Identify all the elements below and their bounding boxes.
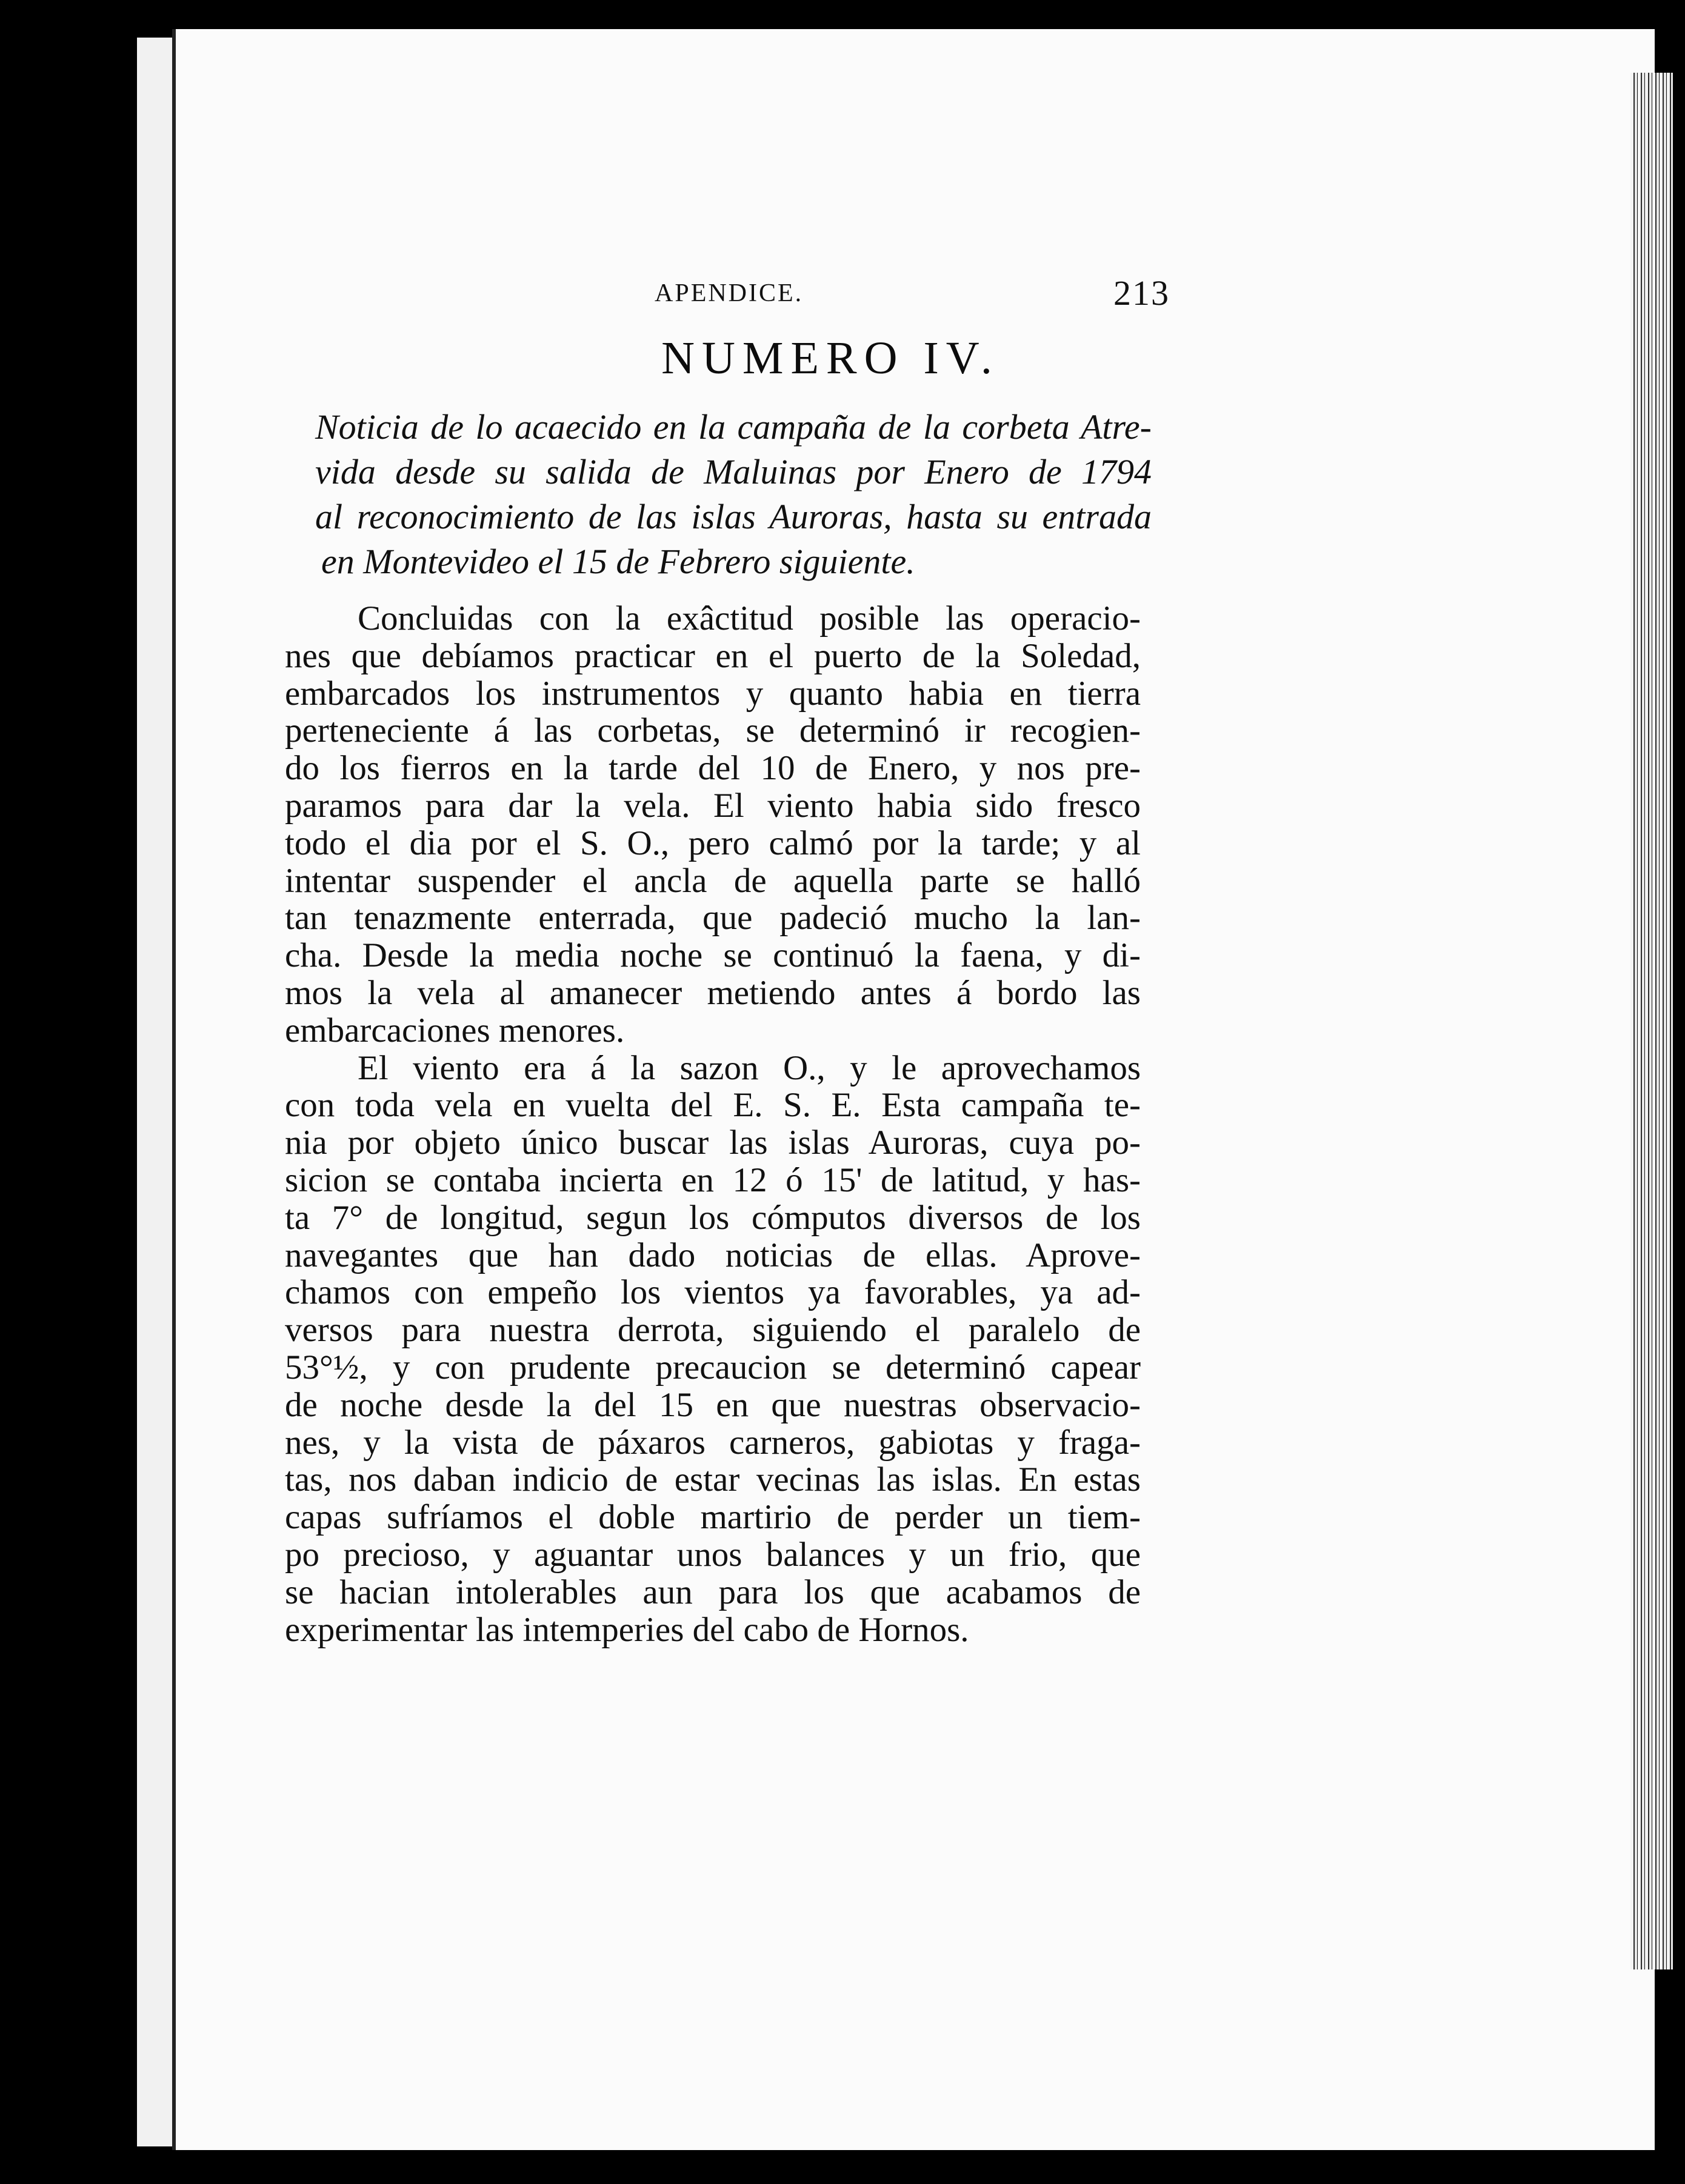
body-line: Concluidas con la exâctitud posible las operacio- <box>358 599 1141 638</box>
section-summary <box>315 405 1152 584</box>
body-line: nes, y la vista de páxaros carneros, gabiotas y fraga- <box>285 1423 1141 1462</box>
summary-line: vida desde su salida de Maluinas por Enero de 1794 <box>315 452 1152 491</box>
body-line: nia por objeto único buscar las islas Auroras, cuya po- <box>285 1124 1141 1162</box>
body-text <box>285 600 1141 1648</box>
body-line: El viento era á la sazon O., y le aprovechamos <box>358 1048 1141 1087</box>
body-line: todo el dia por el S. O., pero calmó por la tarde; y al <box>285 824 1141 862</box>
page-stack-edge <box>1630 73 1673 1969</box>
body-line: versos para nuestra derrota, siguiendo el paralelo de <box>285 1311 1141 1350</box>
body-line: tan tenazmente enterrada, que padeció mucho la lan- <box>285 899 1141 937</box>
body-line: perteneciente á las corbetas, se determinó ir recogien- <box>285 711 1141 750</box>
body-line: navegantes que han dado noticias de ellas. Aprove- <box>285 1236 1141 1274</box>
body-line: de noche desde la del 15 en que nuestras observacio- <box>285 1385 1141 1424</box>
body-line: ta 7° de longitud, segun los cómputos diversos de los <box>285 1198 1141 1237</box>
body-line: sicion se contaba incierta en 12 ó 15' de latitud, y has- <box>285 1160 1141 1199</box>
body-line: intentar suspender el ancla de aquella parte se halló <box>285 861 1141 900</box>
summary-line: Noticia de lo acaecido en la campaña de la corbeta Atre- <box>315 407 1152 447</box>
body-line: do los fierros en la tarde del 10 de Enero, y nos pre- <box>285 749 1141 788</box>
running-head <box>655 273 1170 321</box>
body-line: cha. Desde la media noche se continuó la faena, y di- <box>285 936 1141 975</box>
body-line: po precioso, y aguantar unos balances y un frio, que <box>285 1535 1141 1574</box>
body-line: embarcaciones menores. <box>285 1011 625 1050</box>
body-line: 53°½, y con prudente precaucion se determinó capear <box>285 1348 1141 1387</box>
body-line: tas, nos daban indicio de estar vecinas las islas. En estas <box>285 1460 1141 1499</box>
body-line: capas sufríamos el doble martirio de perder un tiem- <box>285 1498 1141 1537</box>
body-line: embarcados los instrumentos y quanto habia en tierra <box>285 674 1141 713</box>
body-line: mos la vela al amanecer metiendo antes á bordo las <box>285 973 1141 1012</box>
running-title: APENDICE. <box>655 279 804 307</box>
summary-line: en Montevideo el 15 de Febrero siguiente. <box>321 542 915 581</box>
body-line: nes que debíamos practicar en el puerto de la Soledad, <box>285 636 1141 675</box>
section-heading: NUMERO IV. <box>661 333 999 384</box>
body-line: chamos con empeño los vientos ya favorables, ya ad- <box>285 1273 1141 1312</box>
body-line: paramos para dar la vela. El viento habia sido fresco <box>285 786 1141 825</box>
page-number: 213 <box>1113 273 1170 313</box>
body-line: con toda vela en vuelta del E. S. E. Esta campaña te- <box>285 1086 1141 1125</box>
body-line: se hacian intolerables aun para los que acabamos de <box>285 1573 1141 1611</box>
body-line: experimentar las intemperies del cabo de Hornos. <box>285 1610 969 1649</box>
summary-line: al reconocimiento de las islas Auroras, hasta su entrada <box>315 497 1152 536</box>
